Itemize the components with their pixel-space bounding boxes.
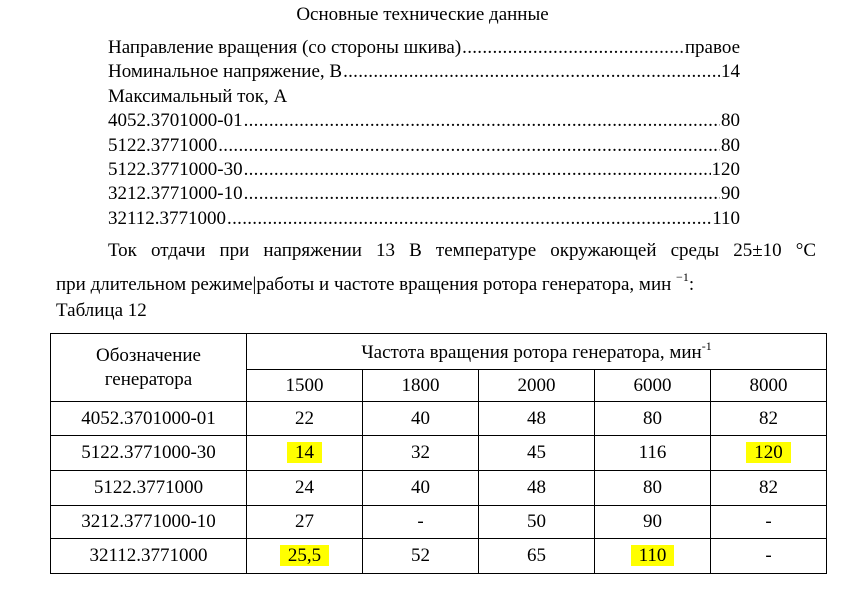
speed-cell: 1500 <box>247 370 363 402</box>
dot-leader <box>343 60 720 84</box>
spec-label: 4052.3701000-01 <box>108 110 243 132</box>
speed-header-exponent: -1 <box>701 339 712 353</box>
paragraph-line-2-text: при длительном режиме|работы и частоте вращения ротора генератора, мин <box>56 274 672 295</box>
designation-header-line-2: генератора <box>104 368 193 390</box>
highlighted-value: 14 <box>287 442 322 463</box>
dot-leader <box>244 182 720 206</box>
dot-leader <box>244 158 711 182</box>
value-cell: 45 <box>479 436 595 471</box>
spec-max-current-item <box>108 182 740 206</box>
value-cell: 22 <box>247 402 363 436</box>
output-current-paragraph <box>56 238 816 298</box>
value-cell: 27 <box>247 506 363 539</box>
value-cell: 80 <box>595 402 711 436</box>
paragraph-line-2 <box>56 264 816 298</box>
spec-label: 5122.3771000 <box>108 134 218 156</box>
speed-header <box>247 334 827 370</box>
value-cell: - <box>711 539 827 574</box>
spec-value: 110 <box>712 207 740 229</box>
spec-label: Номинальное напряжение, В <box>108 61 343 83</box>
designation-header <box>51 334 247 402</box>
value-cell <box>595 539 711 574</box>
unit-exponent: −1 <box>676 270 689 284</box>
spec-value: 80 <box>721 110 740 132</box>
speed-cell: 2000 <box>479 370 595 402</box>
designation-header-line-1: Обозначение <box>96 344 201 366</box>
generator-name-cell: 3212.3771000-10 <box>51 506 247 539</box>
spec-max-current-item <box>108 134 740 158</box>
generator-name-cell: 32112.3771000 <box>51 539 247 574</box>
value-cell: 82 <box>711 471 827 506</box>
spec-list <box>108 36 740 231</box>
table-caption: Таблица 12 <box>56 300 147 321</box>
value-cell <box>247 436 363 471</box>
speed-cell: 1800 <box>363 370 479 402</box>
value-cell: 48 <box>479 402 595 436</box>
paragraph-line-2-end: : <box>688 274 695 295</box>
table-row <box>51 471 827 506</box>
table-row <box>51 436 827 471</box>
value-cell: 80 <box>595 471 711 506</box>
value-cell: 40 <box>363 402 479 436</box>
value-cell: 24 <box>247 471 363 506</box>
generator-name-cell: 5122.3771000-30 <box>51 436 247 471</box>
table-row <box>51 402 827 436</box>
value-cell: - <box>711 506 827 539</box>
spec-value: 80 <box>721 134 740 156</box>
spec-value: правое <box>684 37 740 58</box>
generator-name-cell: 5122.3771000 <box>51 471 247 506</box>
dot-leader <box>462 36 684 60</box>
value-cell: 82 <box>711 402 827 436</box>
highlighted-value: 120 <box>746 442 791 463</box>
spec-max-current-item <box>108 207 740 231</box>
value-cell: 48 <box>479 471 595 506</box>
spec-label: Максимальный ток, А <box>108 85 288 107</box>
spec-label: 32112.3771000 <box>108 207 227 229</box>
highlighted-value: 25,5 <box>280 545 329 566</box>
generator-name-cell: 4052.3701000-01 <box>51 402 247 436</box>
spec-label: 3212.3771000-10 <box>108 183 243 205</box>
spec-label: Направление вращения (со стороны шкива) <box>108 37 462 58</box>
dot-leader <box>218 134 720 158</box>
value-cell: 52 <box>363 539 479 574</box>
value-cell: 32 <box>363 436 479 471</box>
spec-value: 120 <box>711 158 740 180</box>
table-row <box>51 506 827 539</box>
value-cell: 40 <box>363 471 479 506</box>
spec-max-current-heading <box>108 85 740 109</box>
output-current-table <box>50 333 827 574</box>
spec-max-current-item <box>108 109 740 133</box>
highlighted-value: 110 <box>631 545 675 566</box>
spec-nominal-voltage <box>108 60 740 84</box>
spec-rotation-direction <box>108 36 740 60</box>
value-cell: - <box>363 506 479 539</box>
value-cell: 65 <box>479 539 595 574</box>
spec-max-current-item <box>108 158 740 182</box>
spec-value: 90 <box>721 183 740 205</box>
spec-label: 5122.3771000-30 <box>108 158 243 180</box>
paragraph-line-1: Ток отдачи при напряжении 13 В температуре окружающей среды 25±10 °С <box>108 240 816 261</box>
spec-value: 14 <box>721 61 740 83</box>
value-cell: 50 <box>479 506 595 539</box>
speed-cell: 8000 <box>711 370 827 402</box>
table-row <box>51 539 827 574</box>
value-cell: 90 <box>595 506 711 539</box>
table-header-row <box>51 334 827 370</box>
dot-leader <box>244 109 720 133</box>
value-cell <box>711 436 827 471</box>
speed-cell: 6000 <box>595 370 711 402</box>
value-cell <box>247 539 363 574</box>
speed-header-text: Частота вращения ротора генератора, мин <box>361 342 702 363</box>
section-heading: Основные технические данные <box>296 4 549 25</box>
dot-leader <box>227 207 711 231</box>
value-cell: 116 <box>595 436 711 471</box>
